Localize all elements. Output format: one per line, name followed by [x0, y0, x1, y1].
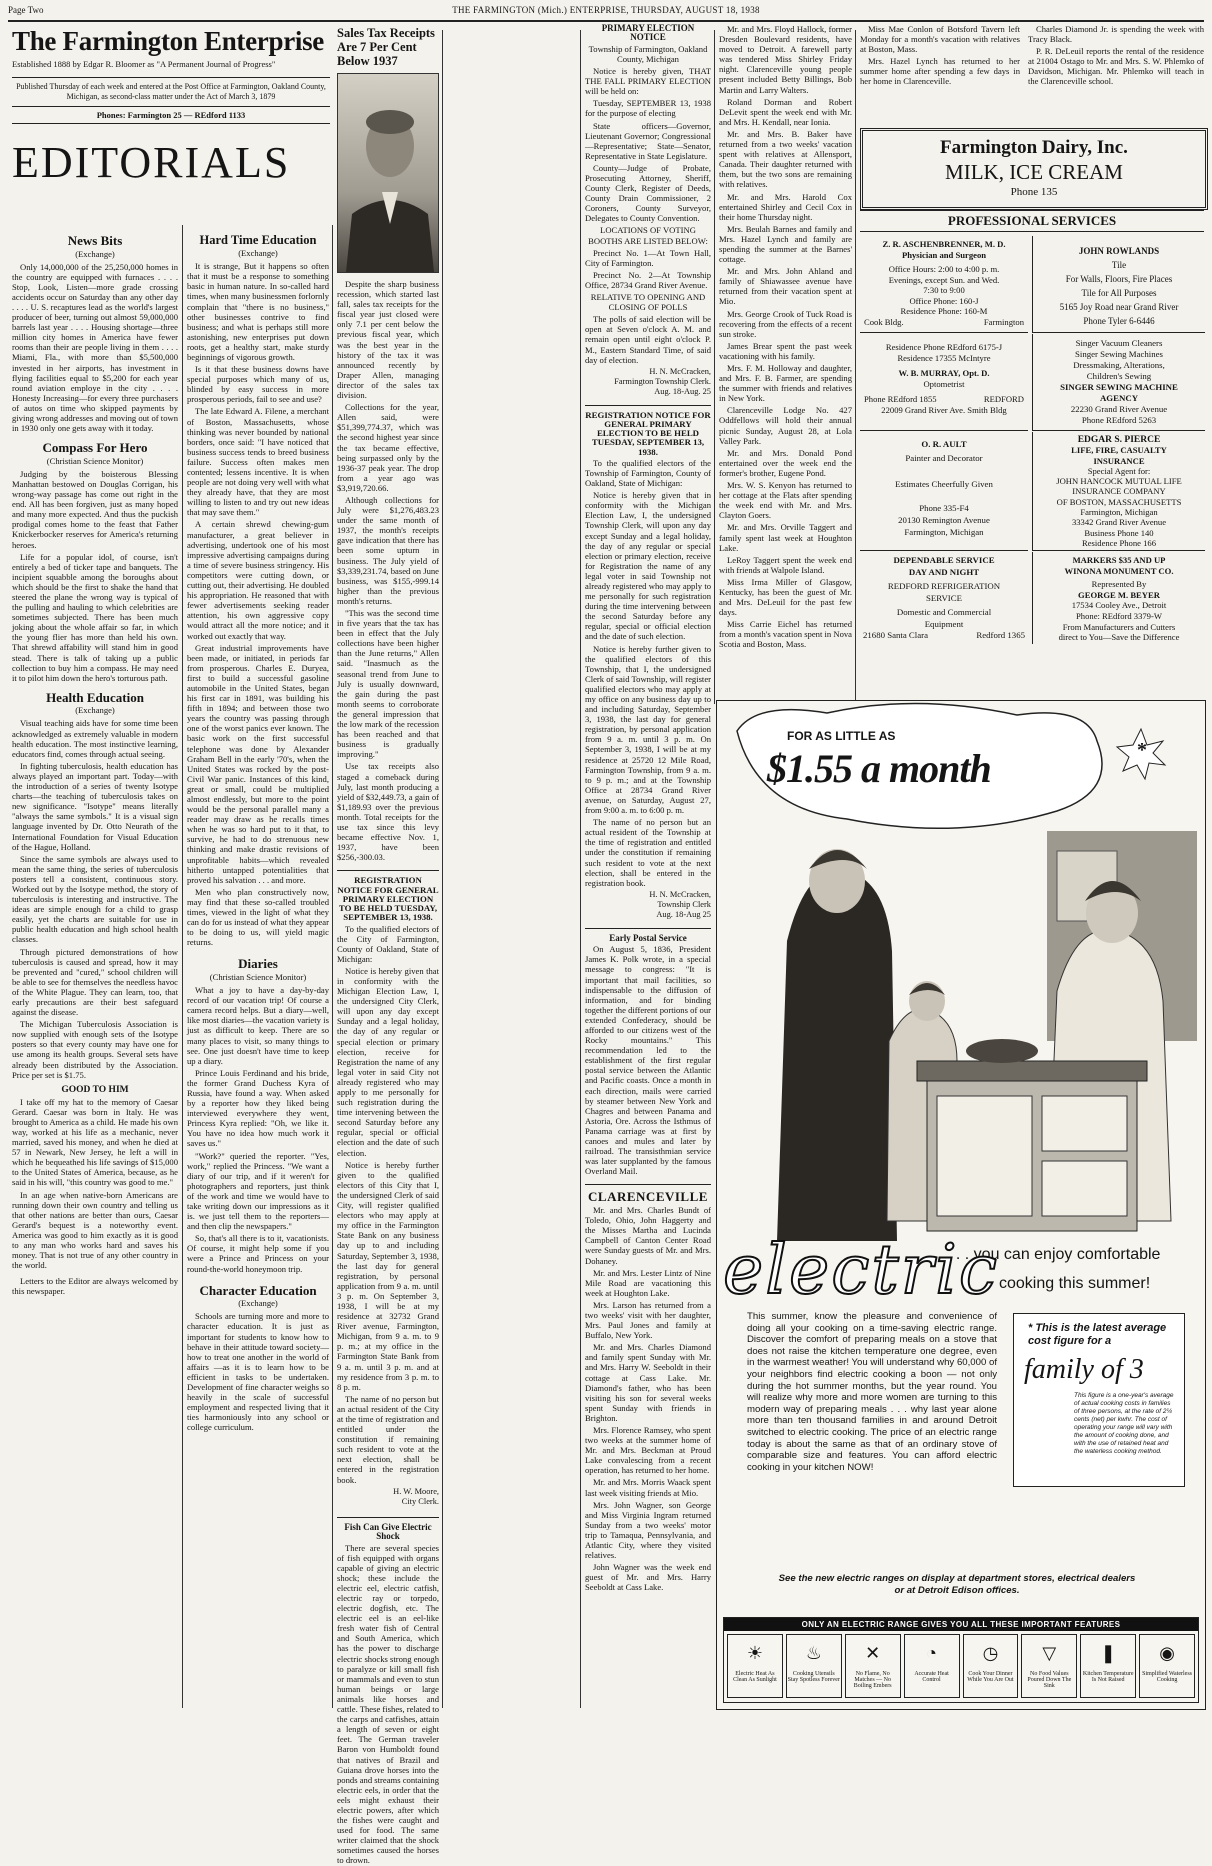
card-line: Domestic and Commercial	[896, 607, 992, 617]
news-bits-source: (Exchange)	[75, 248, 115, 259]
card-line: Phone Tyler 6-6446	[1083, 316, 1155, 326]
note-para: Mrs. Hazel Lynch has returned to her summer home after spending a few days in her home in Clarenceville.	[860, 56, 1020, 87]
column-3	[337, 26, 439, 1866]
card-line: W. B. MURRAY, Opt. D.	[898, 368, 990, 378]
social-para: Miss Irma Miller of Glasgow, Kentucky, has been the guest of Mr. and Mrs. DeLeuil for the past few days.	[719, 576, 852, 618]
note-para: Charles Diamond Jr. is spending the week with Tracy Black.	[1028, 24, 1204, 45]
card-line: Office Phone: 160-J	[909, 295, 979, 306]
feature-item	[963, 1634, 1019, 1698]
ad-body: This summer, know the pleasure and convenience of doing all your cooking on a time-saving electric range. Discover the comfort of preparing meals on a stove that does not raise the kitchen temperature one degree, even in the warmest weather! You will understand why 60,000 of your neighbors find electric cooking a boon — not only during the hot summer months, but the year round. You will realize why more and more women are turning to this modern way of preparing meals . . . why last year alone more than ten thousand families in and around Detroit switched to electric cooking. The price of an electric range today is about the same as that of an ordinary stove of comparable size and features. You can afford electric cooking in your kitchen NOW!	[747, 1311, 997, 1473]
cost-figure-box	[1013, 1313, 1185, 1487]
card-line: 22009 Grand River Ave. Smith Bldg	[881, 405, 1007, 415]
family-of-3: family of 3	[1024, 1354, 1144, 1385]
column-rule	[580, 30, 581, 1708]
dairy-phone: Phone 135	[1010, 186, 1058, 198]
dial-icon: ◔	[926, 1643, 937, 1663]
reg1-signature: H. N. McCracken,	[649, 889, 711, 899]
cooking-summer: cooking this summer!	[999, 1275, 1151, 1292]
good-para: In an age when native-born Americans are running down their own country and telling us that other nations are better than ours, Caesar Gerard's bequest is a noteworthy event. America was good to him exactly as it is good to any man who works hard and saves his money. That is not true of any other country in the world.	[12, 1189, 178, 1271]
health-para: The Michigan Tuberculosis Association is now supplied with enough sets of the Isotype posters so that every county may have one for use among its health groups. Several sets have already been distributed by the Association. Price per set is $1.75.	[12, 1019, 178, 1080]
hard-time-source: (Exchange)	[238, 248, 278, 259]
diaries-para: Prince Louis Ferdinand and his bride, the former Grand Duchess Kyra of Russia, have found a way. When asked by a reporter how they liked being interviewed everywhere they went, Princess Kyra replied: "Oh, we like it. You have no idea how much work it saves us."	[187, 1067, 329, 1149]
clarenceville-para: Mr. and Mrs. Morris Waack spent last week visiting friends at Mio.	[585, 1477, 711, 1498]
social-para: Miss Carrie Eichel has returned from a month's vacation spent in Nova Scotia and Boston, Mass.	[719, 619, 852, 650]
professional-services-heading: PROFESSIONAL SERVICES	[860, 210, 1204, 232]
sales-para: Collections for the year, Allen said, were $51,399,774.37, which was the second highest year since the tax became effective, being surpassed only by the 1936-37 peak year. The drop from a year ago was $3,919,720.66.	[337, 402, 439, 493]
card-line: Singer Vacuum Cleaners	[1075, 338, 1163, 348]
paper-title: The Farmington Enterprise	[12, 26, 324, 56]
features-row	[724, 1631, 1198, 1701]
card-line: Dressmaking, Alterations,	[1073, 360, 1165, 370]
character-source: (Exchange)	[238, 1298, 278, 1309]
card-line: Redford 1365	[976, 630, 1025, 640]
published-line: Published Thursday of each week and entered at the Post Office at Farmington, Oakland County, Michigan, as second-class matter under the Act of March 3, 1879	[12, 77, 330, 101]
portrait-photo	[337, 73, 439, 273]
card-line: SERVICE	[926, 592, 962, 603]
social-para: Mr. and Mrs. Orville Taggert and family spent last week at Houghton Lake.	[719, 522, 852, 553]
no-flame-icon: ✕	[865, 1643, 881, 1663]
card-line: From Manufacturers and Cutters	[1062, 621, 1176, 632]
social-para: Mr. and Mrs. John Ahland and family of Shiawassee avenue have returned from their vacation spent at Mio.	[719, 266, 852, 307]
clarenceville-para: Mrs. Florence Ramsey, who spent two weeks at the summer home of Mr. and Mrs. Beckman at Proud Lake convalescing from a recent operation, has returned to her home.	[585, 1425, 711, 1476]
card-line: OF BOSTON, MASSACHUSETTS	[1056, 496, 1182, 507]
primary-para: Precinct No. 1—At Town Hall, City of Farmington.	[585, 247, 711, 268]
feature-label: No Food Values Poured Down The Sink	[1027, 1671, 1072, 1689]
feature-item	[904, 1634, 960, 1698]
hard-para: Great industrial improvements have been made, or initiated, in periods far from prosperous. Charles E. Duryea, first to build a successful gasoline automobile in the United States, began his first car in 1891, was building his fifth in 1894; and between those two years the country was passing through one of the worst panics ever known. The basic work on the first successful telephone was done by Alexander Graham Bell in the early '70's, when the United States was rocked by the post-Civil War panic. Instances of this kind, great or small, could be multiplied almost endlessly, but more to the point would be the personal parallel many a reader may draw as he recalls times when he was so hard put to it that, to survive, he had to do strenuous new thinking and make drastic revisions of unprofitable habits—which revealed hitherto untapped potentialities that proved his salvation . . . and more.	[187, 642, 329, 885]
reg2-para: The name of no person but an actual resident of the City at the time of registration and entitled under the constitution if remaining such resident to vote at the next election, shall be entered in the registration book.	[337, 1393, 439, 1485]
clarenceville-para: Mrs. John Wagner, son George and Miss Virginia Ingram returned Sunday from a two weeks' motor trip to Tamaqua, Pennsylvania, and Atlantic City, where they visited relatives.	[585, 1499, 711, 1561]
card-singer	[1032, 334, 1205, 431]
card-line: Evenings, except Sun. and Wed.	[888, 274, 1000, 285]
portrait-figure-icon	[338, 74, 438, 272]
figure-footnote: This figure is a one-year's average of actual cooking costs in families of three persons, at the rate of 2¼ cents (net) per kwhr. The cost of operating your range will vary with the amount of cooking done, and with the use of retained heat and the waterless cooking method.	[1074, 1392, 1174, 1455]
clarenceville-heading: CLARENCEVILLE	[585, 1184, 711, 1204]
dairy-product: MILK, ICE CREAM	[945, 160, 1123, 184]
diaries-para: What a joy to have a day-by-day record of our vacation trip! Of course a camera record helps. But a diary—well, like most diaries—the vacation variety is just as difficult to keep. There are so many places to visit, so many things to see. One just doesn't have time to keep up a diary.	[187, 985, 329, 1066]
header-rule	[8, 20, 1204, 22]
card-refrigeration	[860, 552, 1028, 644]
card-line: 21680 Santa Clara	[863, 630, 928, 640]
postal-heading: Early Postal Service	[585, 928, 711, 943]
card-line: Residence Phone REdford 6175-J	[885, 342, 1003, 352]
social-para: Mrs. George Crook of Tuck Road is recovering from the effects of a recent sun stroke.	[719, 308, 852, 339]
card-line: Estimates Cheerfully Given	[895, 479, 993, 489]
reg1-signature-title: Township Clerk	[657, 899, 711, 909]
fish-body: There are several species of fish equipped with organs capable of giving an electric shock; these include the electric eel, electric catfish, electric ray or torpedo, electric dogfish, etc. The electric eel is an eel-like fresh water fish of Central and South America, which has the power to discharge electric shocks strong enough to paralyze or kill small fish or mammals and even to stun human beings or large animals like horses and cattle. These fishes, related to the carps and catfishes, attain a length of seven or eight feet. The German traveler Baron von Humboldt found that natives of Brazil and Guiana drove horses into the ponds and streams containing electric eels, in order that the eels might exhaust their electric powers, after which the fishes were caught and used for food. The same writer claimed that the shock sometimes caused the horses to drown.	[337, 1542, 439, 1866]
city-registration-heading: REGISTRATION NOTICE FOR GENERAL PRIMARY ELECTION TO BE HELD TUESDAY, SEPTEMBER 13, 1938.	[337, 870, 439, 922]
card-line: Tile	[1111, 260, 1127, 270]
column-rule	[855, 30, 856, 704]
primary-para: Tuesday, SEPTEMBER 13, 1938 for the purpose of electing	[585, 98, 711, 119]
health-para: Through pictured demonstrations of how tuberculosis is caused and spread, how it may be prevented and "cured," school children will be able to see for themselves the needless havoc of the White Plague. They can learn, too, that early precautions are their best safeguard against the disease.	[12, 946, 178, 1018]
card-line: Represented By	[1091, 579, 1147, 590]
card-line: MARKERS $35 AND UP	[1072, 555, 1166, 565]
diaries-heading: Diaries	[238, 956, 278, 972]
reg2-para: Notice is hereby given that in conformity with the Michigan Election Law, I, the undersigned City Clerk, will upon any day except Sunday and a legal holiday, the day of any regular or special election or primary election, receive for Registration the name of any legal voter in said City not already registered who may apply to me personally for such registration during the time intervening between the second Saturday before any regular, special or official election and the date of such election.	[337, 965, 439, 1158]
card-line: 20130 Remington Avenue	[898, 515, 990, 525]
hard-para: The late Edward A. Filene, a merchant of Boston, Massachusetts, whose thinking was never bounded by national borders, once said: "I have noticed that business success tends to breed business failure. Success often makes men contented; lessens incentive. It is when people are not doing very well with what they already have, that they are most willing to listen to and try out new ideas that may save them."	[187, 406, 329, 518]
fish-heading: Fish Can Give Electric Shock	[337, 1517, 439, 1542]
card-line: Farmington	[983, 316, 1024, 327]
compass-para: Judging by the boisterous Blessing Manhattan bestowed on Douglas Corrigan, his wrong-way passage has come out right in the end. All has been forgiven, just as many hoped and many more expected. And thus the puckish prodigal comes home to the feast that Father Knickerbocker reserves for America's returning heroes.	[12, 468, 178, 550]
health-para: Visual teaching aids have for some time been acknowledged as extremely valuable in modern health education. The most instinctive learning, educators find, comes through actual seeing.	[12, 718, 178, 759]
compass-source: (Christian Science Monitor)	[46, 455, 144, 466]
reg1-dates: Aug. 18-Aug 25	[656, 909, 711, 919]
column-2	[187, 228, 329, 1708]
character-heading: Character Education	[199, 1282, 317, 1298]
feature-item	[786, 1634, 842, 1698]
compass-heading: Compass For Hero	[42, 440, 148, 456]
card-line: For Walls, Floors, Fire Places	[1065, 274, 1173, 284]
social-para: Mr. and Mrs. B. Baker have returned from a two weeks' vacation spent with relatives at Allensport, Canada. Their daughter returned with them, but the two sons are remaining with relatives.	[719, 128, 852, 190]
township-registration-heading: REGISTRATION NOTICE FOR GENERAL PRIMARY ELECTION TO BE HELD TUESDAY, SEPTEMBER 13, 1938.	[585, 405, 711, 457]
good-para: I take off my hat to the memory of Caesar Gerard. Caesar was born in Italy. He was brought to America as a child. He made his own way, worked at his life as a mechanic, never married, saved his money, and when he died at 57 in Newark, New Jersey, he left a will in which he bequeathed his life savings of $15,000 to the United States of America, because, as he said in his will, "this country was good to me."	[12, 1096, 178, 1188]
card-line: REDFORD REFRIGERATION	[887, 581, 1001, 591]
hard-time-heading: Hard Time Education	[199, 233, 317, 247]
page-header	[8, 5, 1204, 19]
card-line: LIFE, FIRE, CASUALTY	[1071, 445, 1167, 456]
card-line: Residence Phone: 160-M	[900, 306, 988, 316]
card-line: 5165 Joy Road near Grand River	[1059, 302, 1179, 312]
column-4	[585, 24, 711, 1706]
see-ranges-note: See the new electric ranges on display at department stores, electrical dealers or at Detroit Edison offices.	[778, 1573, 1136, 1596]
dairy-name: Farmington Dairy, Inc.	[940, 137, 1128, 158]
sales-tax-heading: Sales Tax Receipts Are 7 Per Cent Below 1937	[337, 26, 435, 68]
thermometer-icon: ❚	[1100, 1643, 1116, 1663]
note-para: Miss Mae Conlon of Botsford Tavern left Monday for a month's vacation with relatives at Boston, Mass.	[860, 24, 1020, 55]
card-line: Optometrist	[923, 379, 965, 389]
diaries-para: "Work?" queried the reporter. "Yes, work," replied the Princess. "We want a diary of our trip, and if it weren't for photographers and reporters, just think of the work and time we would have to take writing down our impressions as it is. we just tell them to the reporters—and then clip the newspapers."	[187, 1150, 329, 1232]
clock-icon: ◷	[982, 1643, 999, 1663]
clarenceville-para: Mr. and Mrs. Lester Lintz of Nine Mile Road are vacationing this week at Houghton Lake.	[585, 1267, 711, 1298]
card-physician	[860, 236, 1028, 333]
card-insurance	[1032, 432, 1205, 551]
electric-range-ad	[716, 700, 1206, 1710]
card-line: JOHN HANCOCK MUTUAL LIFE	[1056, 476, 1182, 487]
primary-para: Precinct No. 2—At Township Office, 28734 Grand River Avenue.	[585, 269, 711, 290]
card-line: WINONA MONUMENT CO.	[1064, 565, 1174, 576]
card-line: Farmington, Michigan	[904, 527, 984, 537]
editorials-banner: EDITORIALS	[12, 138, 291, 187]
primary-para: RELATIVE TO OPENING AND CLOSING OF POLLS	[590, 292, 706, 313]
feature-item	[1139, 1634, 1195, 1698]
card-line: Z. R. ASCHENBRENNER, M. D.	[882, 239, 1006, 249]
primary-para: LOCATIONS OF VOTING BOOTHS ARE LISTED BELOW:	[588, 225, 708, 246]
reg1-para: To the qualified electors of the Township of Farmington, County of Oakland, State of Michigan:	[585, 457, 711, 489]
primary-para: Notice is hereby given, THAT THE FALL PRIMARY ELECTION will be held on:	[585, 66, 711, 97]
reg2-para: To the qualified electors of the City of Farmington, County of Oakland, State of Michigan:	[337, 923, 439, 964]
latest-figure-note: * This is the latest average cost figure for a	[1028, 1322, 1167, 1347]
column-rule	[182, 225, 183, 1708]
card-line: Cook Bldg.	[864, 316, 904, 327]
primary-signature: H. N. McCracken,	[649, 366, 711, 376]
top-right-notes-left	[860, 24, 1020, 124]
character-para: Schools are turning more and more to character education. It is just as important for students to know how to behave in their attitude toward society—how to treat one another in the world of affairs —as it is to learn how to be efficient in tasks to be undertaken. Development of fine character weighs so heavily in the scale of successful employment and respected living that it ties harmoniously into any school or college curriculum.	[187, 1311, 329, 1433]
card-line: 17534 Cooley Ave., Detroit	[1071, 600, 1167, 611]
feature-item	[845, 1634, 901, 1698]
card-line: SINGER SEWING MACHINE	[1060, 382, 1178, 392]
professional-services	[860, 210, 1204, 710]
card-line: Children's Sewing	[1086, 371, 1152, 381]
feature-label: Simplified Waterless Cooking	[1142, 1671, 1193, 1683]
hard-para: It is strange, But it happens so often that it must be a response to something basic in human nature. In so-called hard times, when many businessmen forlornly complain that "there is no business," other businesses contrive to find business; and what is perhaps still more astonishing, new enterprises put down roots, get a healthy start, make sturdy beginnings of vigorous growth.	[187, 261, 329, 362]
card-line: Residence 17355 McIntyre	[897, 353, 991, 363]
as-little-as: FOR AS LITTLE AS	[787, 729, 896, 743]
note-para: P. R. DeLeuil reports the rental of the residence at 21004 Ostago to Mr. and Mrs. S. W. Phlemko of Davidson, Michigan. Mr. Phlemko will teach in the Clarenceville school.	[1028, 46, 1204, 87]
card-optometrist	[860, 334, 1028, 431]
card-line: Office Hours: 2:00 to 4:00 p. m.	[888, 264, 1000, 274]
compass-para: Life for a popular idol, of course, isn't entirely a bed of ticker tape and banquets. The incipient squabble among the boroughs about which should be the first to shake the hand that steered the plane the wrong way is typical of the pulling and hauling to which celebrities are sometimes subjected. There has been much joking about the whole affair so far, in which the young flier has more than held his own. That shrewd affability will stand him in good stead. There is talk of taking up a public collection to buy him a compass. He may need it to pilot him down the hero's torturous path.	[12, 551, 178, 683]
card-line: DEPENDABLE SERVICE	[893, 555, 995, 565]
clarenceville-para: Mr. and Mrs. Charles Diamond and family spent Sunday with Mr. and Mrs. Harry W. Seeboldt in their cottage at Cass Lake. Mr. Diamond's father, who has been visiting his son for several weeks spent Sunday with friends in Brighton.	[585, 1342, 711, 1423]
card-line: Phone 335-F4	[919, 503, 969, 513]
dateline: THE FARMINGTON (Mich.) ENTERPRISE, THURSDAY, AUGUST 18, 1938	[452, 5, 760, 15]
feature-label: Kitchen Temperature Is Not Raised	[1082, 1671, 1134, 1683]
price-asterisk: *	[1137, 739, 1147, 761]
diaries-para: So, that's all there is to it, vacationists. Of course, it might help some if you were a Prince and Princess on your round-the-world honeymoon trip.	[187, 1233, 329, 1274]
card-line: Physician and Surgeon	[901, 249, 987, 260]
social-para: Mrs. W. S. Kenyon has returned to her cottage at the Flats after spending the week end with Mr. and Mrs. Clayton Goers.	[719, 480, 852, 521]
card-line: JOHN ROWLANDS	[1078, 246, 1160, 256]
sun-icon: ☀	[746, 1643, 763, 1663]
card-line: DAY AND NIGHT	[908, 566, 980, 577]
diaries-source: (Christian Science Monitor)	[209, 972, 307, 983]
card-line: Special Agent for:	[1087, 465, 1151, 476]
reg1-para: Notice is hereby further given to the qualified electors of this Township, that I, the undersigned Clerk of said Township, will register qualified electors who may apply at my office on any business day up to and including Saturday, September 3, 1938, the last day for general registration, by personal application from 9 a. m. until 3 p. m. On September 3, 1938, I will be at my residence at 25720 12 Mile Road, Farmington Township, from 9 a. m. to 9 p. m.; and at the Township Office at 28734 Grand River avenue, on Saturday, August 27, from 9:00 a. m. to 6:00 p. m.	[585, 643, 711, 816]
social-para: Clarenceville Lodge No. 427 Oddfellows will hold their annual picnic Sunday, August 28, at Lola Valley Park.	[719, 405, 852, 446]
health-para: Since the same symbols are always used to mean the same thing, the series of tuberculosis posters tell a consistent, continuous story. Worked out by the Isotype method, the story of tuberculosis is interesting and instructive. The ideas are simple enough for a child to grasp easily, yet the charts are suitable for use in public health education and high school health classes.	[12, 853, 178, 945]
hard-para: Is it that these business downs have special purposes which many of us, blinded by easy success in more prosperous periods, fail to see and use?	[187, 364, 329, 405]
sales-para: Despite the sharp business recession, which started last fall, sales tax receipts for the fiscal year just closed were only 7.1 per cent below the previous fiscal year, which was the best year in the history of the tax it was announced recently by Draper Allen, managing director of the sales tax division.	[337, 279, 439, 401]
card-line: Farmington, Michigan	[1080, 507, 1158, 518]
masthead	[12, 26, 330, 221]
news-bits-heading: News Bits	[67, 233, 123, 248]
card-line: 33342 Grand River Avenue	[1071, 517, 1167, 528]
electric-word: electric	[723, 1231, 999, 1310]
sales-para: "This was the second time in five years that the tax has been in effect that the July collections have been higher than the June returns," Allen said. "Inasmuch as the seasonal trend from June to July is usually downward, the gain during the past month seems to corroborate the general impression that the low mark of the recession has been reached and that business is gradually improving."	[337, 608, 439, 760]
hard-para: A certain shrewd chewing-gum manufacturer, a great believer in advertising, undertook one of his most impressive advertising campaigns during a time of severe business stringency. His competitors were cutting down, or cutting out, their advertising. He doubled his appropriation. He reasoned that with fewer advertisements seeking reader attention, his own aggressive copy would attract all the more notice; and it worked out exactly that way.	[187, 519, 329, 641]
sales-para: Use tax receipts also staged a comeback during July, last month producing a yield of $32,449.73, a gain of $1,189.93 over the previous month. Total receipts for the use tax since this levy became effective Nov. 1, 1937, have been $256,-300.03.	[337, 761, 439, 863]
page-number: Page Two	[8, 5, 44, 15]
social-para: Mrs. Beulah Barnes and family and Mrs. Hazel Lynch and family are spending the summer at the Barnes' cottage.	[719, 223, 852, 265]
card-line: O. R. AULT	[921, 439, 967, 449]
hard-para: Men who plan constructively now, may find that these so-called troubled times, viewed in the light of what they can do for us instead of what they appear to be doing to us, will yield magic returns.	[187, 886, 329, 948]
social-para: Mrs. F. M. Holloway and daughter, and Mrs. F. B. Farmer, are spending the summer with friends and relatives in New York.	[719, 363, 852, 404]
pot-icon: ♨	[805, 1643, 822, 1663]
feature-item	[1080, 1634, 1136, 1698]
card-monument	[1032, 552, 1205, 644]
card-tile	[1032, 236, 1205, 333]
card-line: REDFORD	[983, 394, 1024, 404]
column-rule	[714, 30, 715, 704]
card-line: INSURANCE COMPANY	[1072, 486, 1166, 497]
primary-dates: Aug. 18-Aug. 25	[654, 386, 711, 396]
clarenceville-para: Mrs. Larson has returned from a two weeks' visit with her daughter, Mrs. Paul Jones and family at Buffalo, New York.	[585, 1299, 711, 1341]
social-para: Mr. and Mrs. Harold Cox entertained Shirley and Cecil Cox in their home Thursday night.	[719, 191, 852, 222]
sales-para: Although collections for July were $1,276,483.23 under the same month of 1937, the month's receipts gave indication that there has been some upturn in business. The July yield of $3,339,231.74, based on June business, was $155,-999.14 higher than the previous month's returns.	[337, 494, 439, 606]
feature-label: Electric Heat As Clean As Sunlight	[733, 1671, 777, 1683]
clarenceville-para: John Wagner was the week end guest of Mr. and Mrs. Harry Seeboldt at Cass Lake.	[585, 1562, 711, 1593]
reg2-signature: H. W. Moore,	[393, 1486, 439, 1496]
feature-item	[1021, 1634, 1077, 1698]
clarenceville-para: Mr. and Mrs. Charles Bundt of Toledo, Ohio, John Haggerty and the Misses Martha and Lucinda Campbell of Canton Center Road were Sunday guests of Mr. and Mrs. Dohaney.	[585, 1205, 711, 1266]
health-heading: Health Education	[46, 689, 144, 705]
reg2-para: Notice is hereby further given to the qualified electors of this City that I, the undersigned Clerk of said City, will register qualified electors who may apply at my office in the Farmington State Bank on any business day up to and including Saturday, September 3, 1938, the last day for general registration, by personal application from 9 a. m. until 3 p. m. On September 3, 1938, I will be at my residence at 32732 Grand River avenue, Farmington, Michigan, from 9 a. m. to 9 p. m.; at my office in the Farmington State Bank from 9 a. m. until 3 p. m. and at my residence from 3 p. m. to 8 p. m.	[337, 1159, 439, 1392]
card-line: direct to You—Save the Difference	[1058, 632, 1180, 643]
feature-label: Cooking Utensils Stay Spotless Forever	[787, 1671, 840, 1683]
feature-label: Cook Your Dinner While You Are Out	[967, 1671, 1014, 1683]
primary-para: State officers—Governor, Lieutenant Governor; Congressional—Representative; State—Senator, Representative in State Legislature.	[585, 120, 711, 161]
feature-label: Accurate Heat Control	[914, 1671, 949, 1683]
enjoy-line: . . . you can enjoy comfortable	[947, 1246, 1161, 1263]
card-line: Tile for All Purposes	[1081, 288, 1157, 298]
column-rule	[332, 225, 333, 1708]
card-line: INSURANCE	[1093, 455, 1145, 466]
social-para: Mr. and Mrs. Donald Pond entertained over the week end the former's brother, Eugene Pond.	[719, 447, 852, 478]
price-headline: $1.55 a month	[767, 746, 991, 791]
feature-label: No Flame, No Matches — No Boiling Embers	[853, 1671, 892, 1689]
features-strip	[723, 1617, 1199, 1703]
features-title: ONLY AN ELECTRIC RANGE GIVES YOU ALL THESE IMPORTANT FEATURES	[724, 1618, 1198, 1631]
health-source: (Exchange)	[75, 705, 115, 716]
card-line: Residence Phone 166	[1082, 537, 1156, 548]
sink-icon: ▽	[1042, 1643, 1057, 1663]
card-painter	[860, 432, 1028, 551]
phones-line: Phones: Farmington 25 — REdford 1133	[12, 106, 330, 124]
social-para: LeRoy Taggert spent the week end with friends at Walpole Island.	[719, 554, 852, 575]
primary-signature-title: Farmington Township Clerk.	[614, 376, 711, 386]
established-line: Established 1888 by Edgar R. Bloomer as "A Permanent Journal of Progress"	[12, 59, 276, 69]
card-line: 7:30 to 9:00	[923, 285, 965, 295]
waterless-pot-icon: ◉	[1159, 1643, 1175, 1663]
reg1-para: Notice is hereby given that in conformity with the Michigan Election Law, I, the undersigned Township Clerk, will upon any day except Sunday and a legal holiday, the day of any regular or special election or primary election, receive for Registration the name of any legal voter in said Township not already registered who may apply to me personally for such registration during the time intervening between the second Saturday before any regular, special or official election and the date of such election.	[585, 490, 711, 642]
card-line: 22230 Grand River Avenue	[1070, 404, 1168, 414]
card-line: AGENCY	[1099, 393, 1139, 403]
card-line: GEORGE M. BEYER	[1078, 589, 1160, 600]
social-para: Mr. and Mrs. Floyd Hallock, former Dresden Boulevard residents, have moved to Detroit. A farewell party was tendered Miss Shirley Friday night. Clarenceville young people present included Betty Billings, Bob Martin and Larry Walters.	[719, 24, 852, 95]
good-to-him-heading: GOOD TO HIM	[61, 1084, 129, 1095]
card-line: Singer Sewing Machines	[1075, 349, 1163, 359]
column-1	[12, 228, 178, 1708]
news-bits-body: Only 14,000,000 of the 25,250,000 homes in the country are equipped with furnaces . . . . Stop, Look, Listen—more grade crossing accidents occur on Saturday than any other day . . . . U. S. recaptures lead as the world's largest producer of beer, turning out almost 59,000,000 barrels last year . . . . Housing shortage—three million city homes in America have fewer rooms than their are people living in them . . . . Miami, Fla., with more than $5,500,000 invested in her airports, has investment in flying facilities equal to $5,200 for each year round aviation employe in the city . . . . Honesty Increasing—for every three purchasers of autos on time who skipped payments by giving wrong addresses and moving out of town in 1930 only one gets away with it today.	[12, 261, 178, 434]
primary-para: The polls of said election will be open at Seven o'clock A. M. and remain open until eight o'clock P. M., Eastern Standard Time, of said day of election.	[585, 314, 711, 365]
card-line: Phone: REdford 3379-W	[1076, 610, 1162, 621]
dairy-ad	[860, 128, 1208, 210]
column-rule	[442, 30, 443, 1708]
social-para: Roland Dorman and Robert DeLevit spent the week end with Mr. and Mrs. H. Kendall, near Ionia.	[719, 96, 852, 127]
postal-body: On August 5, 1836, President James K. Polk wrote, in a special message to congress: "It is important that mail facilities, so indispensable to the diffusion of information, and for binding together the different portions of our extended Confederacy, should be afforded to our citizens west of the Rocky mountains." This recommendation led to the establishment of the first regular postal service between the Atlantic and Pacific coasts. Once a month in each direction, mails were carried by steamer between New York and Chagres and between Panama and Astoria, Ore. Across the Isthmus of Panama carriage was at first by canoes and mules and later by railroad. The transisthmian service was later supplanted by the famous Overland Mail.	[585, 944, 711, 1177]
feature-item	[727, 1634, 783, 1698]
primary-para: Township of Farmington, Oakland County, Michigan	[588, 43, 708, 64]
primary-para: County—Judge of Probate, Prosecuting Attorney, Sheriff, County Clerk, Register of Deeds, County Drain Commissioner, 2 Coroners, County Surveyor, Delegates to County Convention.	[585, 162, 711, 224]
card-line: Phone REdford 1855	[864, 394, 937, 404]
reg2-signature-title: City Clerk.	[401, 1496, 439, 1506]
card-line: Business Phone 140	[1084, 527, 1154, 538]
top-right-notes-right	[1028, 24, 1204, 124]
card-line: Painter and Decorator	[905, 453, 983, 463]
social-para: James Brear spent the past week vacationing with his family.	[719, 340, 852, 361]
card-line: Equipment	[924, 618, 964, 629]
primary-notice-heading: PRIMARY ELECTION NOTICE	[601, 23, 695, 43]
health-para: In fighting tuberculosis, health education has always played an important part. Today—with the introduction of a series of twenty Isotype charts—the teaching of tuberculosis takes on new significance. "Isotype" means literally "always the same symbols." It is a visual sign language invented by Dr. Otto Neurath of the International Foundation for Visual Education of the Hague, Holland.	[12, 760, 178, 852]
card-line: Phone REdford 5263	[1081, 415, 1157, 425]
column-5	[719, 24, 852, 700]
letters-note: Letters to the Editor are always welcomed by this newspaper.	[12, 1276, 178, 1297]
card-line: EDGAR S. PIERCE	[1077, 435, 1161, 445]
reg1-para: The name of no person but an actual resident of the Township at the time of registration and entitled under the constitution if remaining such resident to vote at the next election, shall be entered in the registration book.	[585, 817, 711, 888]
